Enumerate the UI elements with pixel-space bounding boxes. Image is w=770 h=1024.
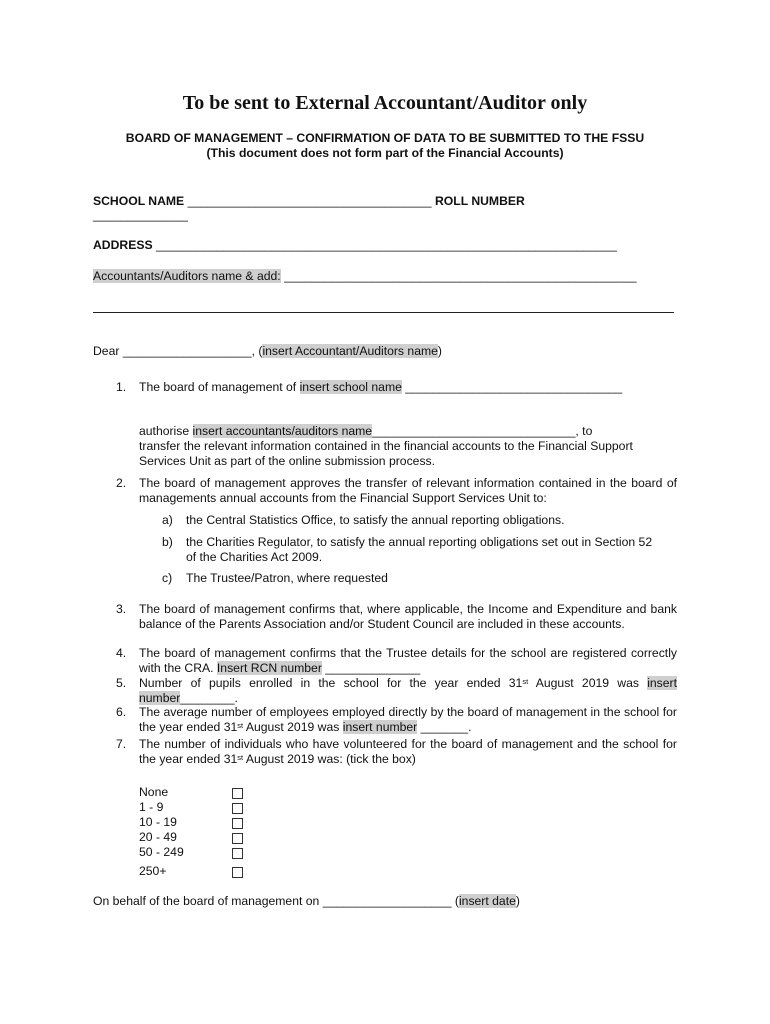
document-subtitle: BOARD OF MANAGEMENT – CONFIRMATION OF DATA TO BE SUBMITTED TO THE FSSU [125, 131, 645, 145]
item-2c-label: c) [162, 571, 173, 585]
item-1-text-b: transfer the relevant information contained in the financial accounts to the Financial Support Services Unit as part of the online submission process. [139, 439, 633, 468]
dear-blank[interactable]: ___________________, [122, 344, 255, 358]
range-50-249-label: 50 - 249 [139, 845, 184, 859]
range-none-checkbox[interactable] [232, 788, 243, 799]
accountant-name-placeholder: insert Accountant/Auditors name [262, 344, 438, 358]
item-7-sup: st [237, 752, 244, 762]
item-2c-text: The Trustee/Patron, where requested [186, 571, 388, 585]
item-3-number: 3. [116, 602, 127, 616]
address-label: ADDRESS [93, 238, 153, 252]
range-1-9-label: 1 - 9 [139, 800, 164, 814]
item-3-text: The board of management confirms that, where applicable, the Income and Expenditure and bank balance of the Parents Association and/or Student Council are included in these accounts. [139, 602, 677, 631]
item-5-number: 5. [116, 676, 127, 690]
item-1-authorise [139, 424, 677, 439]
accountants-field[interactable]: ____________________________________________________ [284, 269, 637, 283]
item-2-text: The board of management approves the transfer of relevant information contained in the board of managements annual accounts from the Financial Support Services Unit to: [139, 476, 677, 505]
rcn-blank[interactable]: ______________ [325, 660, 421, 675]
item-7-line [139, 737, 677, 766]
pupils-placeholder-b: number [139, 690, 181, 705]
item-2a-label: a) [162, 513, 173, 527]
item-7-text-a: The number of individuals who have volunteered for the board of management and the school for the year ended 31 [139, 737, 677, 766]
item-2b-text: the Charities Regulator, to satisfy the annual reporting obligations set out in Section 52 of the Charities Act 2009. [186, 535, 653, 564]
greeting [93, 344, 442, 358]
item-5-sup: st [522, 677, 529, 686]
school-name-row [93, 194, 525, 208]
accountants-name-placeholder: insert accountants/auditors name [192, 424, 373, 438]
item-4-number: 4. [116, 646, 127, 660]
item-2b-label: b) [162, 535, 173, 549]
signoff-text: On behalf of the board of management on [93, 894, 320, 908]
school-name-field[interactable]: ____________________________________ [187, 194, 432, 208]
address-field[interactable]: ____________________________________________________________________ [155, 238, 617, 252]
accountants-row [93, 269, 637, 283]
address-row [93, 238, 617, 252]
item-6-text-b: August 2019 was [245, 719, 340, 734]
item-6-text-a: The average number of employees employed directly by the board of management in the school for the year ended 31 [139, 705, 677, 734]
range-10-19-checkbox[interactable] [232, 818, 243, 829]
employees-blank[interactable]: _______. [420, 719, 472, 734]
date-placeholder: insert date [458, 894, 516, 908]
item-5-text-a: Number of pupils enrolled in the school for the year ended 31 [139, 676, 523, 690]
item-7-number: 7. [116, 737, 127, 751]
roll-number-field[interactable]: ______________ [93, 208, 188, 222]
school-name-label: SCHOOL NAME [93, 194, 185, 208]
item-6-line [139, 705, 677, 734]
item-2-number: 2. [116, 476, 127, 490]
signoff-close-paren: ) [515, 894, 520, 908]
accountants-label: Accountants/Auditors name & add: [93, 269, 281, 283]
item-5-line [139, 676, 677, 705]
item-6-number: 6. [116, 705, 127, 719]
document-note: (This document does not form part of the Financial Accounts) [206, 146, 564, 160]
item-6-sup: st [237, 720, 244, 730]
open-paren: ( [258, 344, 263, 358]
accountants-name-blank[interactable]: ______________________________, to [372, 424, 593, 438]
signoff-open-paren: ( [454, 894, 459, 908]
dear-label: Dear [93, 344, 120, 358]
item-7-text-b: August 2019 was: (tick the box) [245, 751, 416, 766]
item-4-text: The board of management confirms that the Trustee details for the school are registered correctly with the CRA. [139, 646, 677, 675]
item-4-line [139, 646, 677, 675]
range-20-49-label: 20 - 49 [139, 830, 177, 844]
document-title: To be sent to External Accountant/Auditor only [182, 92, 588, 114]
item-1-number: 1. [116, 380, 127, 394]
accountants-address-line[interactable] [93, 312, 674, 313]
close-paren: ) [437, 344, 442, 358]
range-250-plus-checkbox[interactable] [232, 867, 243, 878]
item-1-line [139, 380, 677, 395]
range-1-9-checkbox[interactable] [232, 803, 243, 814]
range-20-49-checkbox[interactable] [232, 833, 243, 844]
authorise-text: authorise [139, 424, 190, 438]
school-name-placeholder: insert school name [299, 380, 402, 394]
range-50-249-checkbox[interactable] [232, 848, 243, 859]
employees-placeholder: insert number [342, 719, 418, 734]
school-name-blank[interactable]: ________________________________ [405, 380, 623, 394]
signoff-date-blank[interactable]: ___________________ [322, 894, 452, 908]
item-5-text-b: August 2019 was [535, 676, 639, 690]
range-10-19-label: 10 - 19 [139, 815, 177, 829]
range-none-label: None [139, 785, 169, 799]
roll-number-label: ROLL NUMBER [434, 194, 525, 208]
pupils-placeholder-a: insert [647, 676, 677, 690]
pupils-blank[interactable]: ________. [180, 690, 238, 705]
rcn-placeholder: Insert RCN number [216, 660, 322, 675]
item-1-text: The board of management of [139, 380, 297, 394]
signoff-line [93, 894, 520, 908]
range-250-plus-label: 250+ [139, 864, 167, 878]
item-2a-text: the Central Statistics Office, to satisfy the annual reporting obligations. [186, 513, 565, 527]
